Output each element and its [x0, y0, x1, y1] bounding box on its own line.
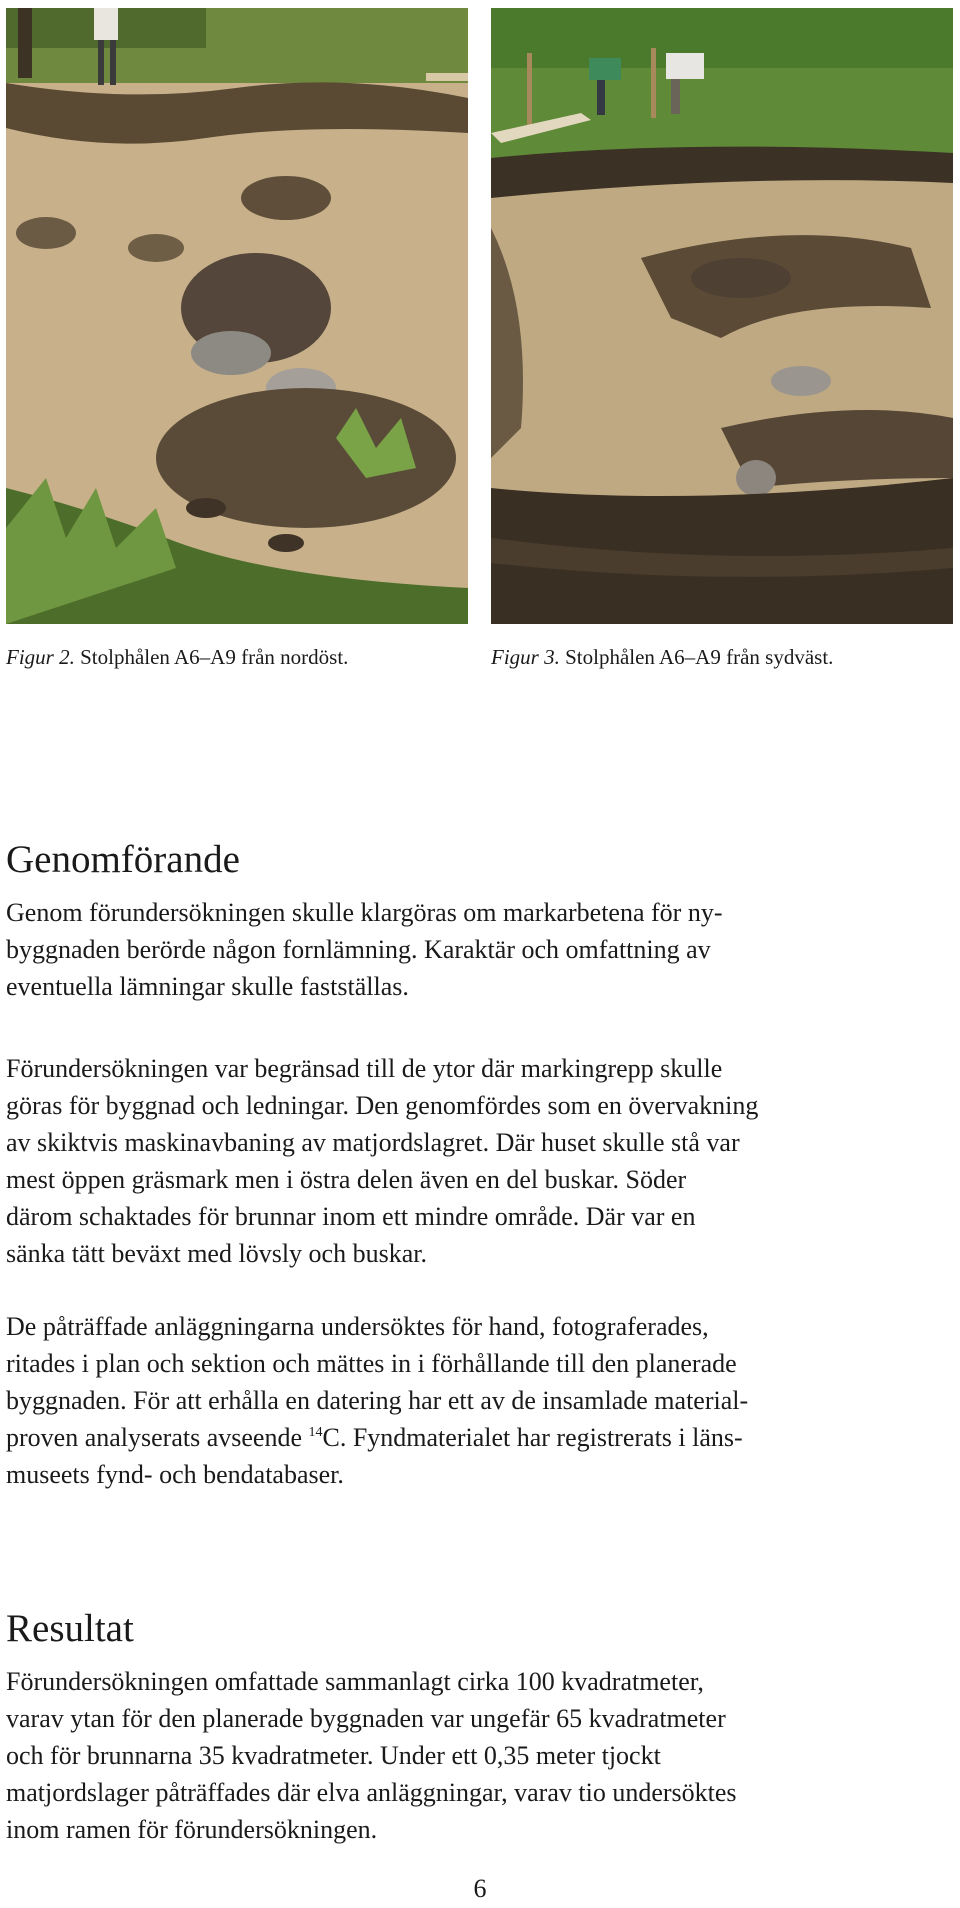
text-line: varav ytan för den planerade byggnaden var ungefär 65 kvadratmeter — [6, 1704, 726, 1733]
figure-text: Stolphålen A6–A9 från nordöst. — [80, 645, 349, 669]
paragraph — [6, 894, 954, 1005]
text-line: Förundersökningen omfattade sammanlagt cirka 100 kvadratmeter, — [6, 1667, 704, 1696]
text-line: mest öppen gräsmark men i östra delen även en del buskar. Söder — [6, 1165, 687, 1194]
text-line: Förundersökningen var begränsad till de ytor där markingrepp skulle — [6, 1054, 723, 1083]
paragraph — [6, 1050, 954, 1272]
superscript: 14 — [308, 1425, 323, 1440]
text-line — [6, 1419, 954, 1456]
text-line: ritades i plan och sektion och mättes in i förhållande till den planerade — [6, 1349, 737, 1378]
paragraph — [6, 1663, 954, 1848]
figure-caption — [6, 643, 348, 671]
text-run: C. Fyndmaterialet har registrerats i läns- — [322, 1423, 743, 1452]
text-line: De påträffade anläggningarna undersöktes för hand, fotograferades, — [6, 1312, 709, 1341]
figure-label: Figur 2. — [6, 645, 75, 669]
text-line: museets fynd- och bendatabaser. — [6, 1460, 344, 1489]
section-heading: Resultat — [6, 1607, 134, 1650]
text-line: matjordslager påträffades där elva anläggningar, varav tio undersöktes — [6, 1778, 737, 1807]
page-number: 6 — [473, 1874, 487, 1903]
text-line: och för brunnarna 35 kvadratmeter. Under ett 0,35 meter tjockt — [6, 1741, 661, 1770]
text-line: Genom förundersökningen skulle klargöras om markarbetena för ny- — [6, 898, 723, 927]
text-line: inom ramen för förundersökningen. — [6, 1815, 378, 1844]
text-line: av skiktvis maskinavbaning av matjordslagret. Där huset skulle stå var — [6, 1128, 740, 1157]
excavation-photo-northeast — [6, 8, 468, 624]
paragraph — [6, 1308, 954, 1493]
figure-label: Figur 3. — [491, 645, 560, 669]
figure-text: Stolphålen A6–A9 från sydväst. — [565, 645, 834, 669]
text-line: byggnaden berörde någon fornlämning. Karaktär och omfattning av — [6, 935, 711, 964]
text-line: sänka tätt beväxt med lövsly och buskar. — [6, 1239, 427, 1268]
text-line: eventuella lämningar skulle fastställas. — [6, 972, 409, 1001]
text-line: göras för byggnad och ledningar. Den genomfördes som en övervakning — [6, 1091, 759, 1120]
figure-caption — [491, 643, 833, 671]
text-line: därom schaktades för brunnar inom ett mindre område. Där var en — [6, 1202, 696, 1231]
section-heading: Genomförande — [6, 838, 240, 881]
text-run: proven analyserats avseende — [6, 1423, 309, 1452]
text-line: byggnaden. För att erhålla en datering har ett av de insamlade material- — [6, 1386, 749, 1415]
excavation-photo-southwest — [491, 8, 953, 624]
